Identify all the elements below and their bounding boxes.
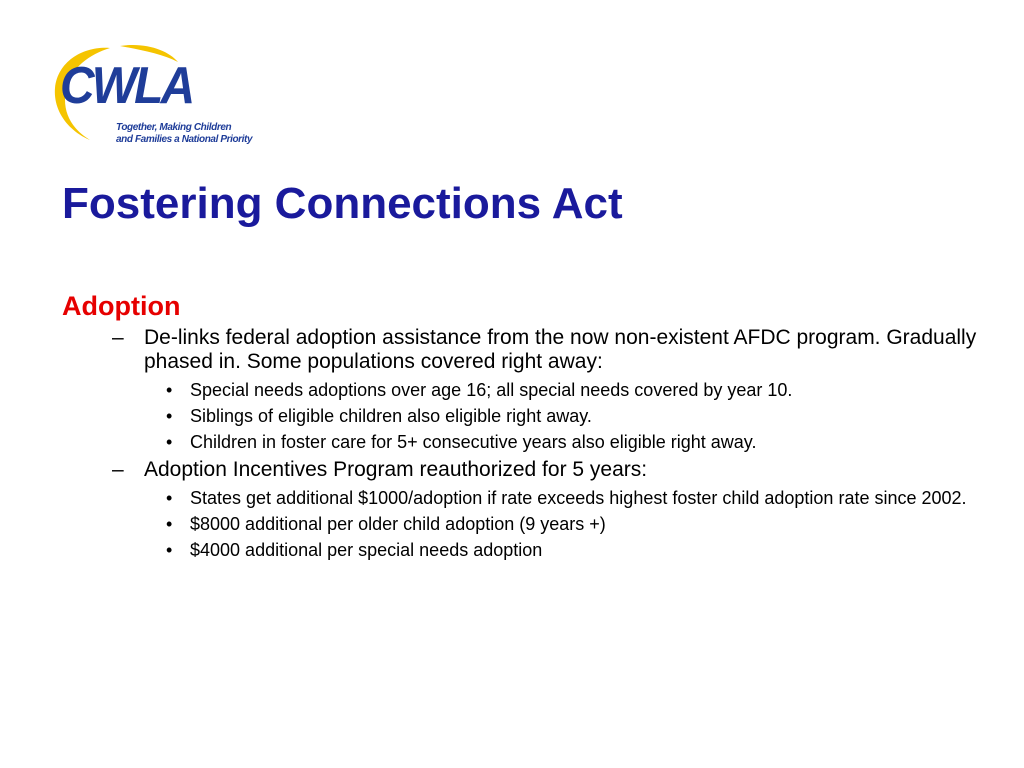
bullet-marker: • [166,406,173,426]
list-item [62,458,982,482]
bullet-marker: • [166,514,173,534]
bullet-marker: • [166,432,173,452]
bullet-marker: • [166,488,173,508]
sub-list-item [62,540,982,560]
list-item-text: Adoption Incentives Program reauthorized for 5 years: [144,458,648,481]
sub-list-item-text: Special needs adoptions over age 16; all special needs covered by year 10. [190,380,793,400]
sub-list-item [62,488,982,508]
bullet-marker: • [166,380,173,400]
cwla-logo [50,40,253,155]
sub-list-item-text: $4000 additional per special needs adoption [190,540,543,560]
sub-list-item-text: Children in foster care for 5+ consecutive years also eligible right away. [190,432,757,452]
logo-tagline-line: and Families a National Priority [116,134,253,145]
logo-tagline-line: Together, Making Children [116,122,232,133]
slide-content [62,288,982,560]
list-item [62,326,982,374]
dash-marker: – [112,326,124,349]
sub-list-item [62,406,982,426]
dash-marker: – [112,458,124,481]
section-heading: Adoption [62,291,181,321]
slide-title: Fostering Connections Act [62,179,623,228]
sub-list-item [62,514,982,534]
logo-tagline [116,122,253,146]
logo-wordmark: CWLA [60,57,193,115]
sub-list-item-text: $8000 additional per older child adoption (9 years +) [190,514,606,534]
sub-list-item-text: States get additional $1000/adoption if rate exceeds highest foster child adoption rate since 2002. [190,488,967,508]
sub-list-item [62,432,982,452]
sub-list-item [62,380,982,400]
list-item-text: De-links federal adoption assistance from the now non-existent AFDC program. Gradually phased in. Some populations covered right away: [144,326,977,373]
sub-list-item-text: Siblings of eligible children also eligible right away. [190,406,592,426]
bullet-marker: • [166,540,173,560]
